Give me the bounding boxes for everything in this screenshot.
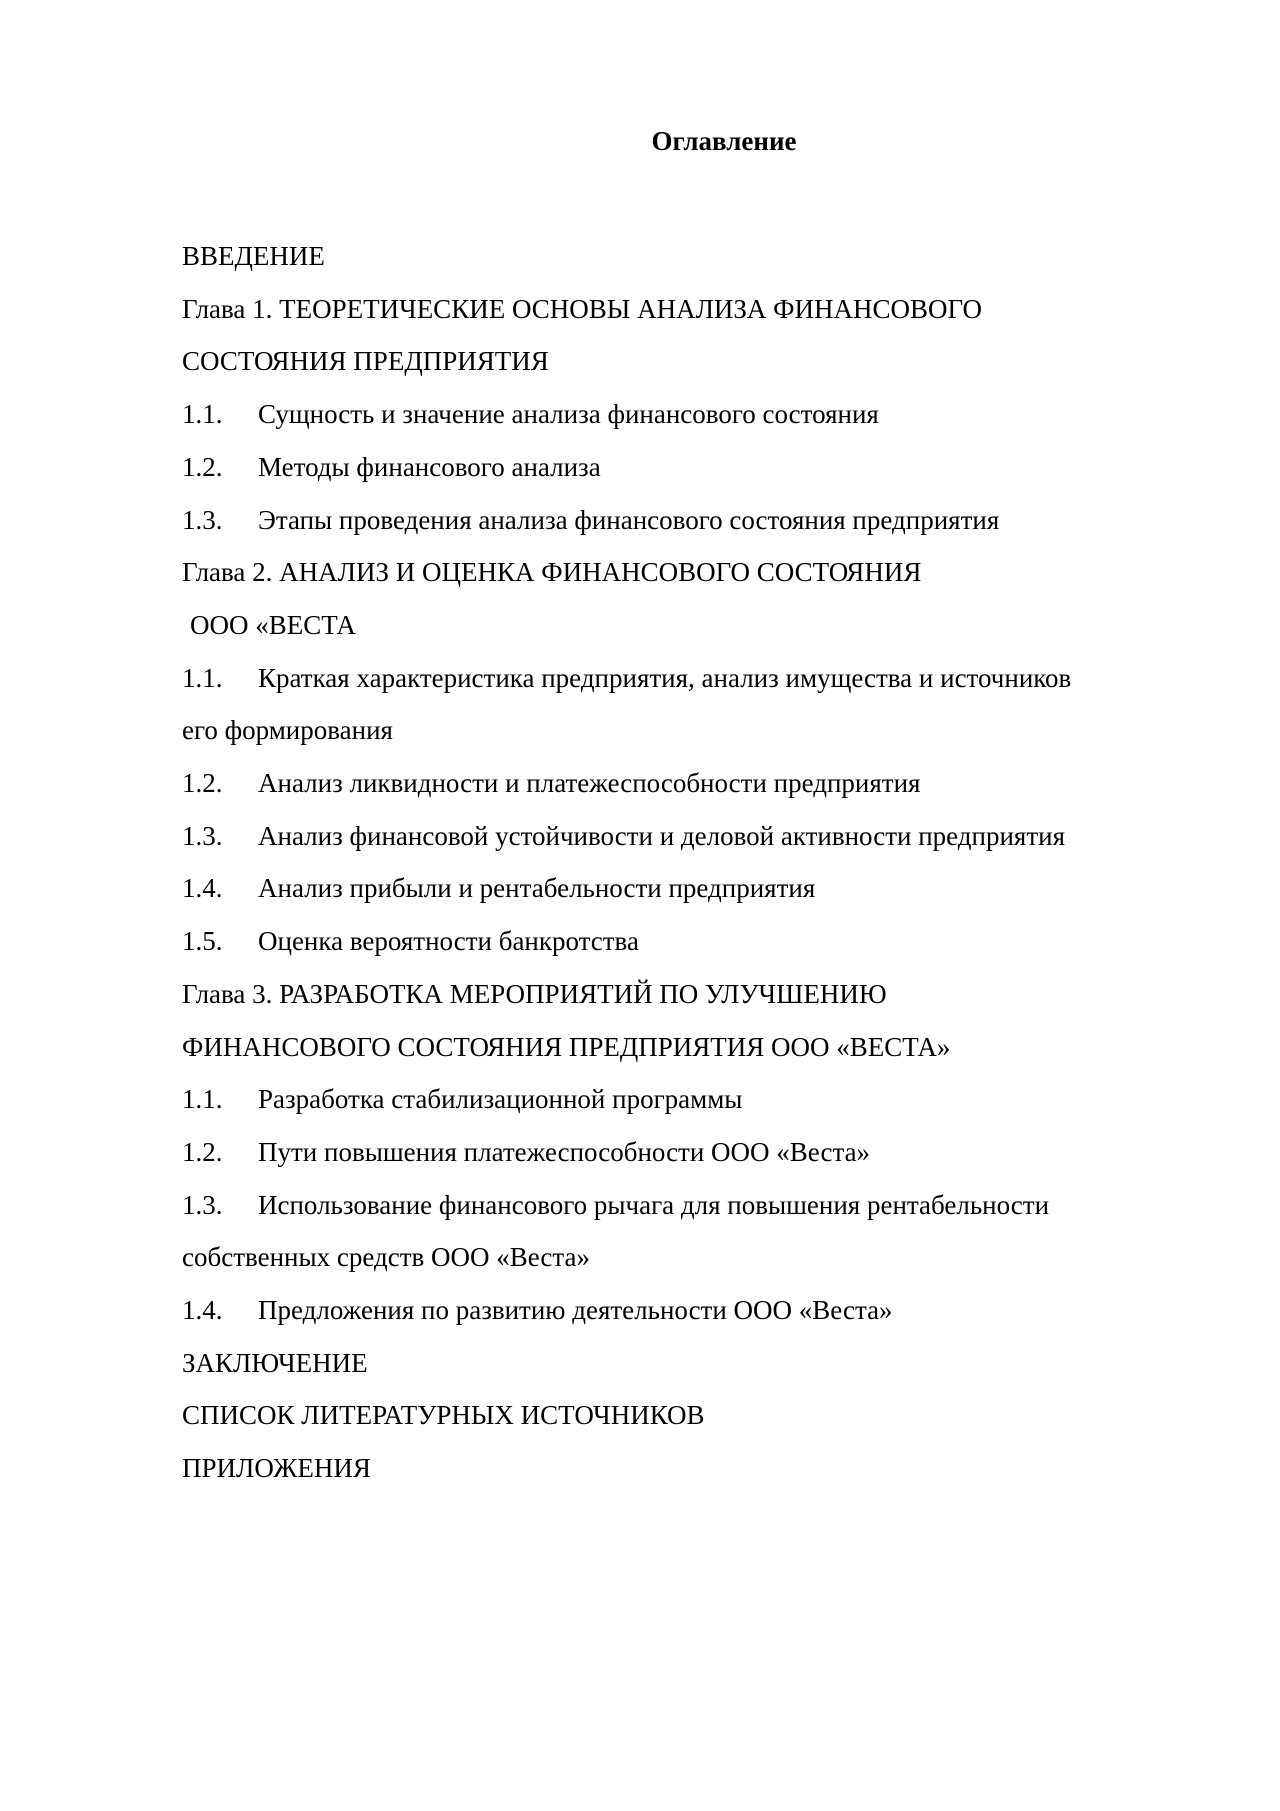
toc-entry-text: Оценка вероятности банкротства — [258, 926, 639, 957]
toc-entry — [182, 230, 1182, 283]
table-of-contents — [182, 230, 1182, 1495]
toc-entry — [182, 1442, 1182, 1495]
toc-entry-text: ВВЕДЕНИЕ — [182, 241, 325, 271]
toc-entry-text: Сущность и значение анализа финансового состояния — [258, 399, 879, 430]
toc-entry-text: Глава 2. АНАЛИЗ И ОЦЕНКА ФИНАНСОВОГО СОСТОЯНИЯ — [182, 557, 922, 588]
toc-entry — [182, 757, 1182, 810]
toc-entry — [182, 599, 1182, 652]
toc-entry-text: Анализ ликвидности и платежеспособности предприятия — [258, 768, 921, 799]
toc-entry — [182, 546, 1182, 599]
toc-entry-text: Разработка стабилизационной программы — [258, 1084, 743, 1115]
toc-entry-number: 1.4. — [182, 1295, 223, 1326]
toc-entry-number: 1.3. — [182, 820, 223, 851]
toc-entry-text: Глава 1. ТЕОРЕТИЧЕСКИЕ ОСНОВЫ АНАЛИЗА ФИНАНСОВОГО — [182, 293, 982, 324]
toc-entry-text: СОСТОЯНИЯ ПРЕДПРИЯТИЯ — [182, 346, 549, 377]
toc-entry — [182, 1073, 1182, 1126]
toc-entry-text: Пути повышения платежеспособности ООО «Веста» — [258, 1136, 871, 1167]
toc-entry — [182, 1179, 1182, 1232]
toc-entry — [182, 388, 1182, 441]
toc-entry-text: СПИСОК ЛИТЕРАТУРНЫХ ИСТОЧНИКОВ — [182, 1400, 705, 1431]
toc-entry — [182, 1284, 1182, 1337]
toc-entry-text: ПРИЛОЖЕНИЯ — [182, 1453, 371, 1484]
toc-entry-text: ЗАКЛЮЧЕНИЕ — [182, 1347, 368, 1378]
toc-entry — [182, 441, 1182, 494]
toc-entry-number: 1.4. — [182, 873, 223, 904]
toc-entry-text: Краткая характеристика предприятия, анализ имущества и источников — [258, 662, 1072, 693]
toc-entry — [182, 335, 1182, 388]
toc-entry — [182, 494, 1182, 547]
toc-entry-text: Использование финансового рычага для повышения рентабельности — [258, 1189, 1050, 1220]
toc-entry-number: 1.1. — [182, 399, 223, 430]
toc-entry-text: его формирования — [182, 715, 393, 746]
toc-entry-number: 1.5. — [182, 926, 223, 957]
toc-entry-text: собственных средств ООО «Веста» — [182, 1242, 591, 1273]
toc-entry-text: Предложения по развитию деятельности ООО «Веста» — [258, 1295, 893, 1326]
toc-entry — [182, 862, 1182, 915]
toc-entry-text: Этапы проведения анализа финансового состояния предприятия — [258, 504, 1000, 535]
toc-entry — [182, 1389, 1182, 1442]
toc-entry — [182, 1231, 1182, 1284]
toc-entry — [182, 652, 1182, 705]
toc-entry — [182, 1126, 1182, 1179]
toc-entry — [182, 915, 1182, 968]
toc-entry-text: Анализ прибыли и рентабельности предприятия — [258, 873, 816, 904]
toc-entry-number: 1.2. — [182, 1136, 223, 1167]
toc-entry-number: 1.1. — [182, 1084, 223, 1115]
toc-entry-text: ООО «ВЕСТА — [190, 609, 356, 640]
toc-entry-number: 1.2. — [182, 451, 223, 482]
toc-entry-number: 1.2. — [182, 768, 223, 799]
toc-entry-text: Анализ финансовой устойчивости и деловой активности предприятия — [258, 820, 1066, 851]
toc-entry-number: 1.3. — [182, 504, 223, 535]
toc-entry — [182, 1337, 1182, 1390]
toc-entry — [182, 810, 1182, 863]
toc-entry-text: ФИНАНСОВОГО СОСТОЯНИЯ ПРЕДПРИЯТИЯ ООО «ВЕСТА» — [182, 1031, 951, 1062]
toc-entry-number: 1.1. — [182, 662, 223, 693]
toc-entry — [182, 704, 1182, 757]
toc-entry — [182, 283, 1182, 336]
toc-entry — [182, 968, 1182, 1021]
toc-entry-text: Методы финансового анализа — [258, 451, 601, 482]
toc-entry — [182, 1021, 1182, 1074]
page-title: Оглавление — [651, 126, 797, 156]
toc-entry-text: Глава 3. РАЗРАБОТКА МЕРОПРИЯТИЙ ПО УЛУЧШЕНИЮ — [182, 978, 887, 1009]
toc-entry-number: 1.3. — [182, 1189, 223, 1220]
